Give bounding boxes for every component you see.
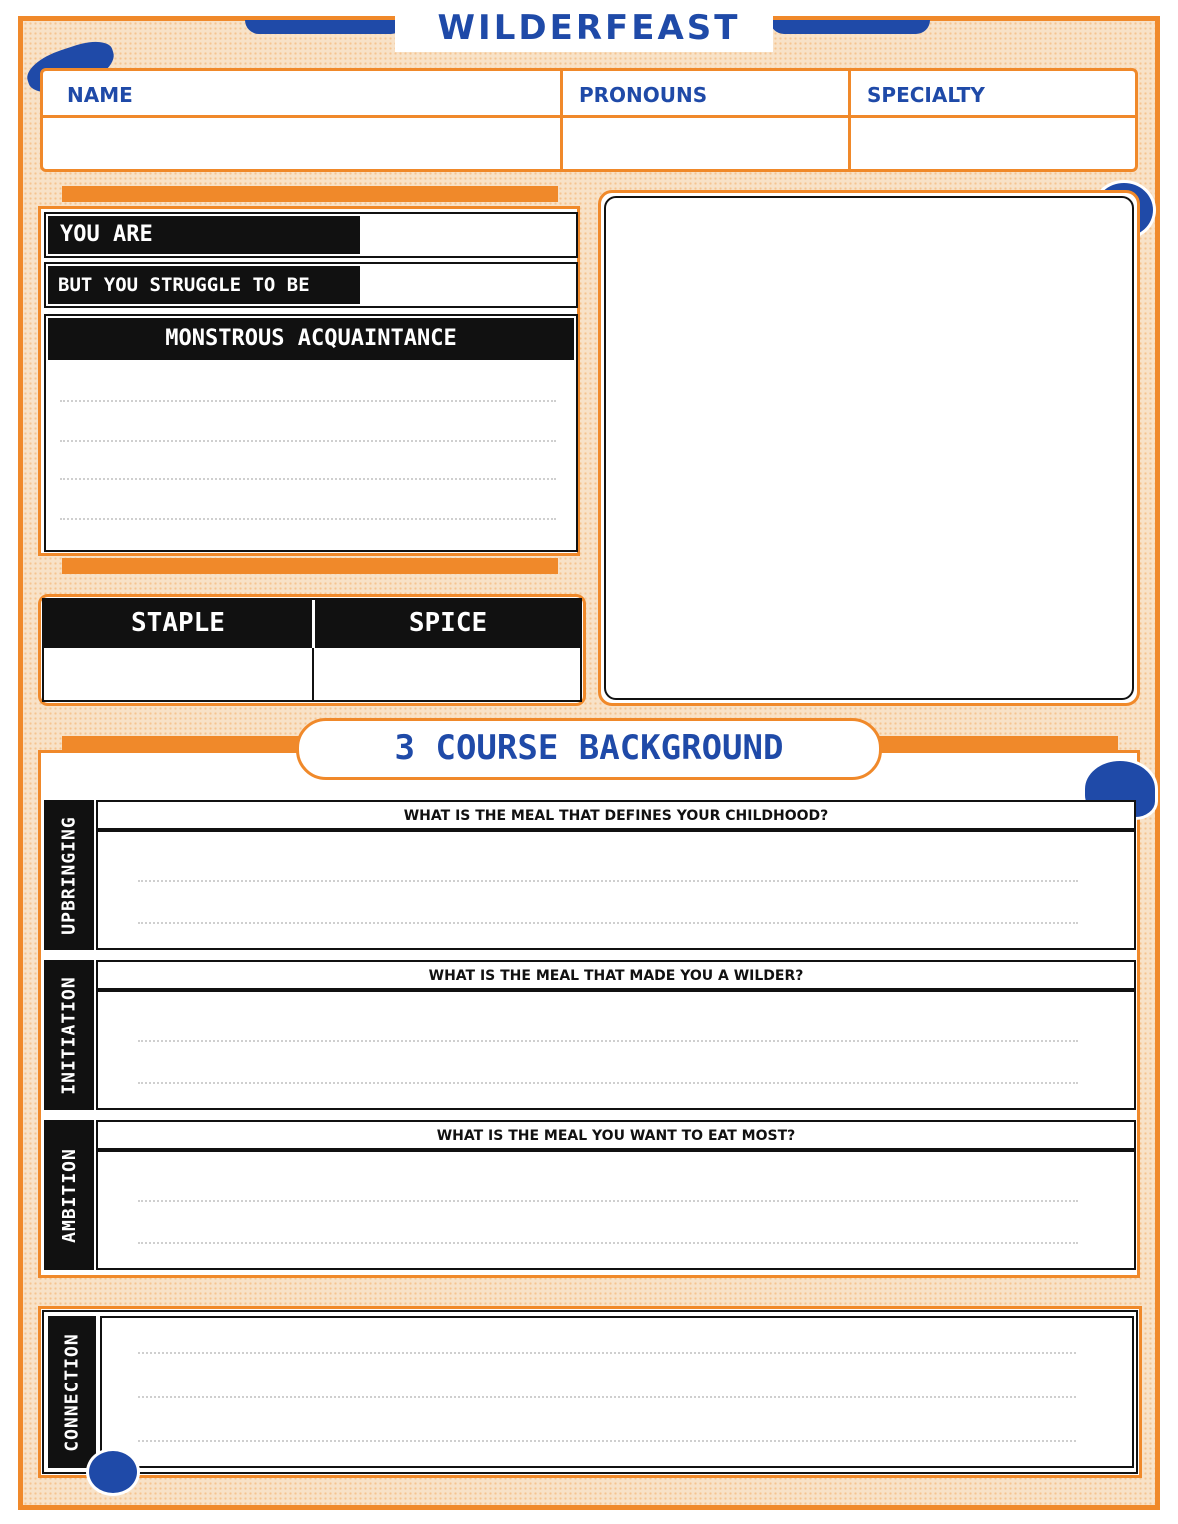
identity-strip-top: [62, 186, 558, 202]
spice-input[interactable]: [316, 648, 580, 700]
writing-line: [138, 922, 1078, 924]
acquaintance-label: MONSTROUS ACQUAINTANCE: [48, 318, 574, 360]
connection-answer[interactable]: [100, 1316, 1134, 1468]
writing-line: [138, 1440, 1076, 1442]
pronouns-field[interactable]: [563, 71, 851, 169]
writing-line: [60, 478, 556, 480]
specialty-field[interactable]: [851, 71, 1135, 169]
initiation-tab: INITIATION: [44, 960, 94, 1110]
header-fields: [40, 68, 1138, 172]
name-field[interactable]: [43, 71, 563, 169]
staple-label: STAPLE: [131, 608, 225, 638]
specialty-label: SPECIALTY: [867, 83, 985, 107]
writing-line: [138, 880, 1078, 882]
tomato-icon: [86, 1448, 140, 1496]
you-are-label: YOU ARE: [48, 216, 360, 254]
portrait-frame: [604, 196, 1134, 700]
initiation-answer[interactable]: [96, 990, 1136, 1110]
struggle-row[interactable]: [44, 262, 578, 308]
upbringing-question: WHAT IS THE MEAL THAT DEFINES YOUR CHILDHOOD?: [403, 808, 829, 824]
spice-label: SPICE: [408, 608, 488, 638]
struggle-label: BUT YOU STRUGGLE TO BE: [48, 266, 360, 304]
you-are-row[interactable]: [44, 212, 578, 258]
writing-line: [60, 518, 556, 520]
writing-line: [138, 1082, 1078, 1084]
identity-strip-bottom: [62, 558, 558, 574]
ambition-question-bar: [96, 1120, 1136, 1150]
writing-line: [138, 1200, 1078, 1202]
staple-spice-divider-lower: [312, 648, 314, 700]
writing-line: [138, 1040, 1078, 1042]
upbringing-question-bar: [96, 800, 1136, 830]
writing-line: [60, 440, 556, 442]
acquaintance-box[interactable]: [44, 314, 578, 552]
connection-tab: CONNECTION: [48, 1316, 96, 1468]
app-title: WILDERFEAST: [437, 8, 741, 48]
upbringing-answer[interactable]: [96, 830, 1136, 950]
initiation-question: WHAT IS THE MEAL THAT MADE YOU A WILDER?: [428, 968, 804, 984]
writing-line: [138, 1396, 1076, 1398]
upbringing-tab: UPBRINGING: [44, 800, 94, 950]
initiation-question-bar: [96, 960, 1136, 990]
staple-input[interactable]: [44, 648, 310, 700]
ambition-question: WHAT IS THE MEAL YOU WANT TO EAT MOST?: [436, 1128, 796, 1144]
pronouns-label: PRONOUNS: [579, 83, 708, 107]
writing-line: [138, 1242, 1078, 1244]
background-heading: 3 COURSE BACKGROUND: [394, 728, 784, 768]
ambition-answer[interactable]: [96, 1150, 1136, 1270]
writing-line: [60, 400, 556, 402]
writing-line: [138, 1352, 1076, 1354]
ambition-tab: AMBITION: [44, 1120, 94, 1270]
name-label: NAME: [67, 83, 133, 107]
staple-spice-table: [42, 598, 582, 702]
